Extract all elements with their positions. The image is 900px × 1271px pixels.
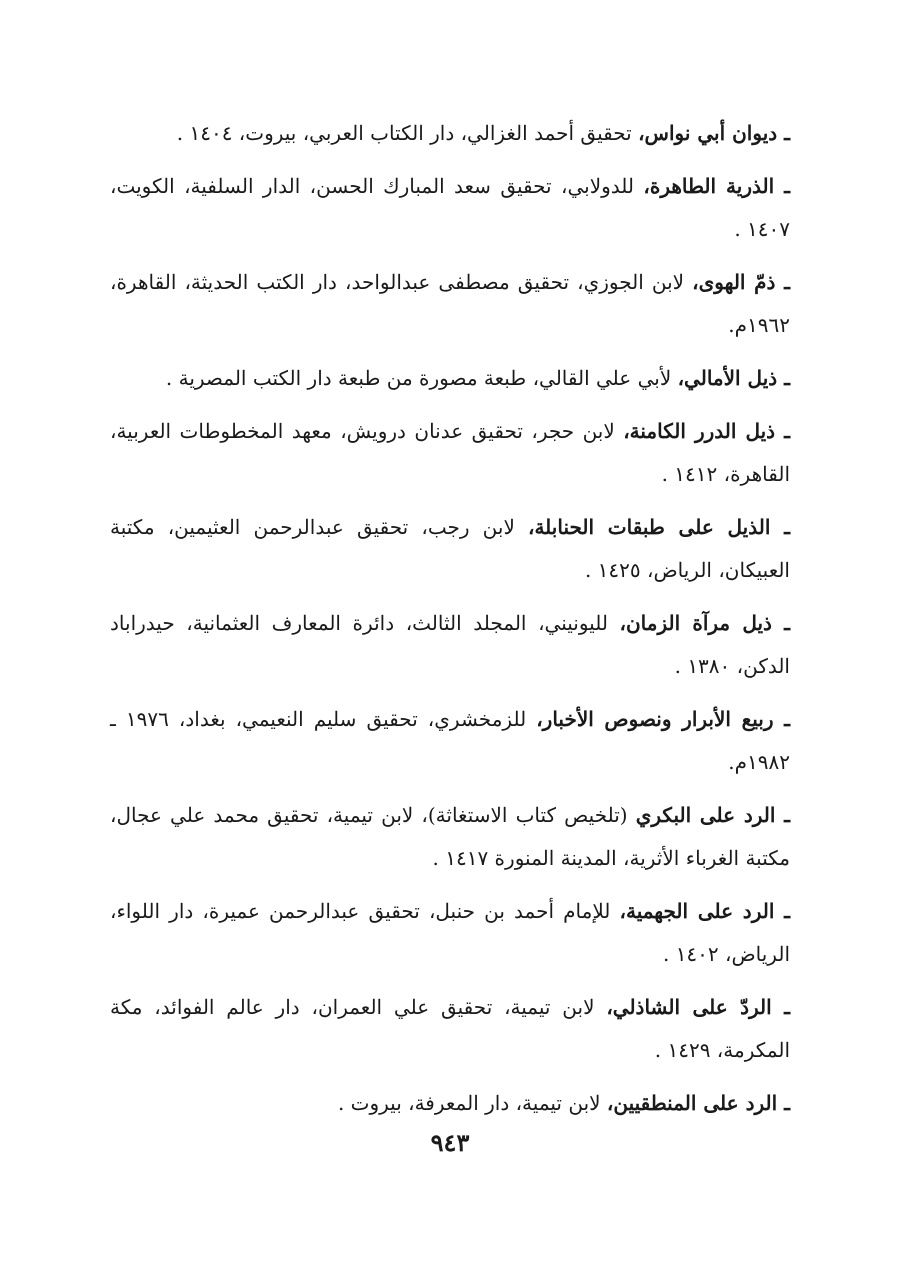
entry-details: تحقيق أحمد الغزالي، دار الكتاب العربي، بيروت، ١٤٠٤ . <box>176 121 639 145</box>
bibliography-entry <box>110 602 790 688</box>
bibliography-entry <box>110 506 790 592</box>
bibliography-entry <box>110 410 790 496</box>
entry-title: ـ الرد على البكري <box>635 803 790 827</box>
entry-details: للإمام أحمد بن حنبل، تحقيق عبدالرحمن عميرة، دار اللواء، الرياض، ١٤٠٢ . <box>110 899 790 966</box>
entry-details: لابن رجب، تحقيق عبدالرحمن العثيمين، مكتبة العبيكان، الرياض، ١٤٢٥ . <box>110 515 790 582</box>
entry-details: لابن الجوزي، تحقيق مصطفى عبدالواحد، دار الكتب الحديثة، القاهرة، ١٩٦٢م. <box>110 270 790 337</box>
bibliography-entry <box>110 890 790 976</box>
entry-details: للزمخشري، تحقيق سليم النعيمي، بغداد، ١٩٧٦ ـ ١٩٨٢م. <box>110 707 790 774</box>
entry-details: لأبي علي القالي، طبعة مصورة من طبعة دار الكتب المصرية . <box>165 366 678 390</box>
entry-title: ـ الردّ على الشاذلي، <box>606 995 790 1019</box>
bibliography-entry <box>110 112 790 155</box>
entry-details: لليونيني، المجلد الثالث، دائرة المعارف العثمانية، حيدراباد الدكن، ١٣٨٠ . <box>110 611 790 678</box>
entry-title: ـ ربيع الأبرار ونصوص الأخبار، <box>536 707 791 731</box>
entry-title: ـ الذيل على طبقات الحنابلة، <box>528 515 790 539</box>
bibliography-entry <box>110 357 790 400</box>
page-number: ٩٤٣ <box>430 1128 470 1157</box>
bibliography-list <box>110 112 790 1135</box>
entry-details: لابن تيمية، تحقيق علي العمران، دار عالم الفوائد، مكة المكرمة، ١٤٢٩ . <box>110 995 790 1062</box>
entry-title: ـ ديوان أبي نواس، <box>638 121 790 145</box>
entry-details: للدولابي، تحقيق سعد المبارك الحسن، الدار السلفية، الكويت، ١٤٠٧ . <box>110 174 790 241</box>
bibliography-entry <box>110 165 790 251</box>
bibliography-entry <box>110 261 790 347</box>
entry-details: لابن حجر، تحقيق عدنان درويش، معهد المخطوطات العربية، القاهرة، ١٤١٢ . <box>110 419 790 486</box>
bibliography-entry <box>110 794 790 880</box>
entry-title: ـ ذيل مرآة الزمان، <box>619 611 790 635</box>
entry-title: ـ ذيل الدرر الكامنة، <box>623 419 790 443</box>
entry-title: ـ الذرية الطاهرة، <box>643 174 791 198</box>
entry-details: (تلخيص كتاب الاستغاثة)، لابن تيمية، تحقيق محمد علي عجال، مكتبة الغرباء الأثرية، المدينة المنورة ١٤١٧ . <box>110 803 790 870</box>
entry-details: لابن تيمية، دار المعرفة، بيروت . <box>337 1091 607 1115</box>
bibliography-entry <box>110 1082 790 1125</box>
bibliography-entry <box>110 698 790 784</box>
bibliography-entry <box>110 986 790 1072</box>
entry-title: ـ ذيل الأمالي، <box>677 366 790 390</box>
entry-title: ـ الرد على الجهمية، <box>619 899 790 923</box>
entry-title: ـ ذمّ الهوى، <box>692 270 790 294</box>
entry-title: ـ الرد على المنطقيين، <box>606 1091 790 1115</box>
